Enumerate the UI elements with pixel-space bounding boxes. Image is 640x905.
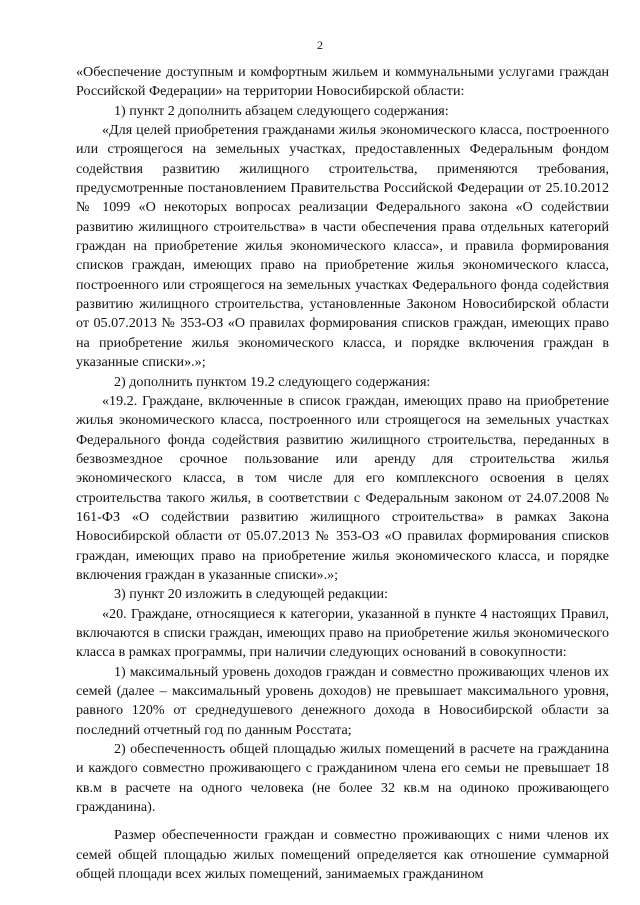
paragraph-program-title: «Обеспечение доступным и комфортным жильем и коммунальными услугами граждан Российской Федерации» на территории Новосибирской области: [76, 64, 609, 100]
document-body [76, 63, 609, 884]
paragraph-item-2-intro: 2) дополнить пунктом 19.2 следующего содержания: [114, 373, 431, 390]
page-number: 2 [317, 38, 323, 52]
paragraph-item-1-intro: 1) пункт 2 дополнить абзацем следующего содержания: [114, 102, 449, 119]
paragraph-condition-1: 1) максимальный уровень доходов граждан и совместно проживающих членов их семей (далее – максимальный уровень доходов) не превышает максимального уровня, равного 120% от среднедушевого денежного дохода в Новосибирской области за последний отчетный год по данным Росстата; [76, 663, 609, 738]
paragraph-item-1-text: «Для целей приобретения гражданами жилья экономического класса, построенного или строящегося на земельных участках, предоставленных Федеральным фондом содействия развитию жилищного строительства, применяются требования, предусмотренные постановлением Правительства Российской Федерации от 25.10.2012 № 1099 «О некоторых вопросах реализации Федерального закона «О содействии развитию жилищного строительства» в части обеспечения права отдельных категорий граждан на приобретение жилья экономического класса», и правила формирования списков граждан, имеющих право на приобретение жилья экономического класса, построенного или строящегося на земельных участках Федерального фонда содействия развитию жилищного строительства, установленные Законом Новосибирской области от 05.07.2013 № 353-ОЗ «О правилах формирования списков граждан, имеющих право на приобретение жилья экономического класса, и порядке включения граждан в указанные списки».»; [76, 122, 609, 371]
paragraph-item-2-text: «19.2. Граждане, включенные в список граждан, имеющих право на приобретение жилья экономического класса, построенного или строящегося на земельных участках Федерального фонда содействия развитию жилищного строительства, переданных в безвозмездное срочное пользование или аренду для строительства жилья экономического класса, в том числе для его комплексного освоения в целях строительства такого жилья, в соответствии с Федеральным законом от 24.07.2008 № 161-ФЗ «О содействии развитию жилищного строительства» в рамках Закона Новосибирской области от 05.07.2013 № 353-ОЗ «О правилах формирования списков граждан, имеющих право на приобретение жилья экономического класса, и порядке включения граждан в указанные списки».»; [76, 392, 609, 583]
paragraph-item-3-text: «20. Граждане, относящиеся к категории, указанной в пункте 4 настоящих Правил, включаются в списки граждан, имеющих право на приобретение жилья экономического класса в рамках программы, при наличии следующих оснований в совокупности: [76, 605, 609, 661]
paragraph-condition-2: 2) обеспеченность общей площадью жилых помещений в расчете на гражданина и каждого совместно проживающего с гражданином члена его семьи не превышает 18 кв.м в расчете на одного человека (не более 32 кв.м на одиноко проживающего гражданина). [76, 741, 609, 816]
paragraph-item-3-intro: 3) пункт 20 изложить в следующей редакции: [114, 586, 388, 603]
paragraph-area-calculation: Размер обеспеченности граждан и совместно проживающих с ними членов их семей общей площадью жилых помещений определяется как отношение суммарной общей площади всех жилых помещений, занимаемых гражданином [76, 827, 609, 883]
